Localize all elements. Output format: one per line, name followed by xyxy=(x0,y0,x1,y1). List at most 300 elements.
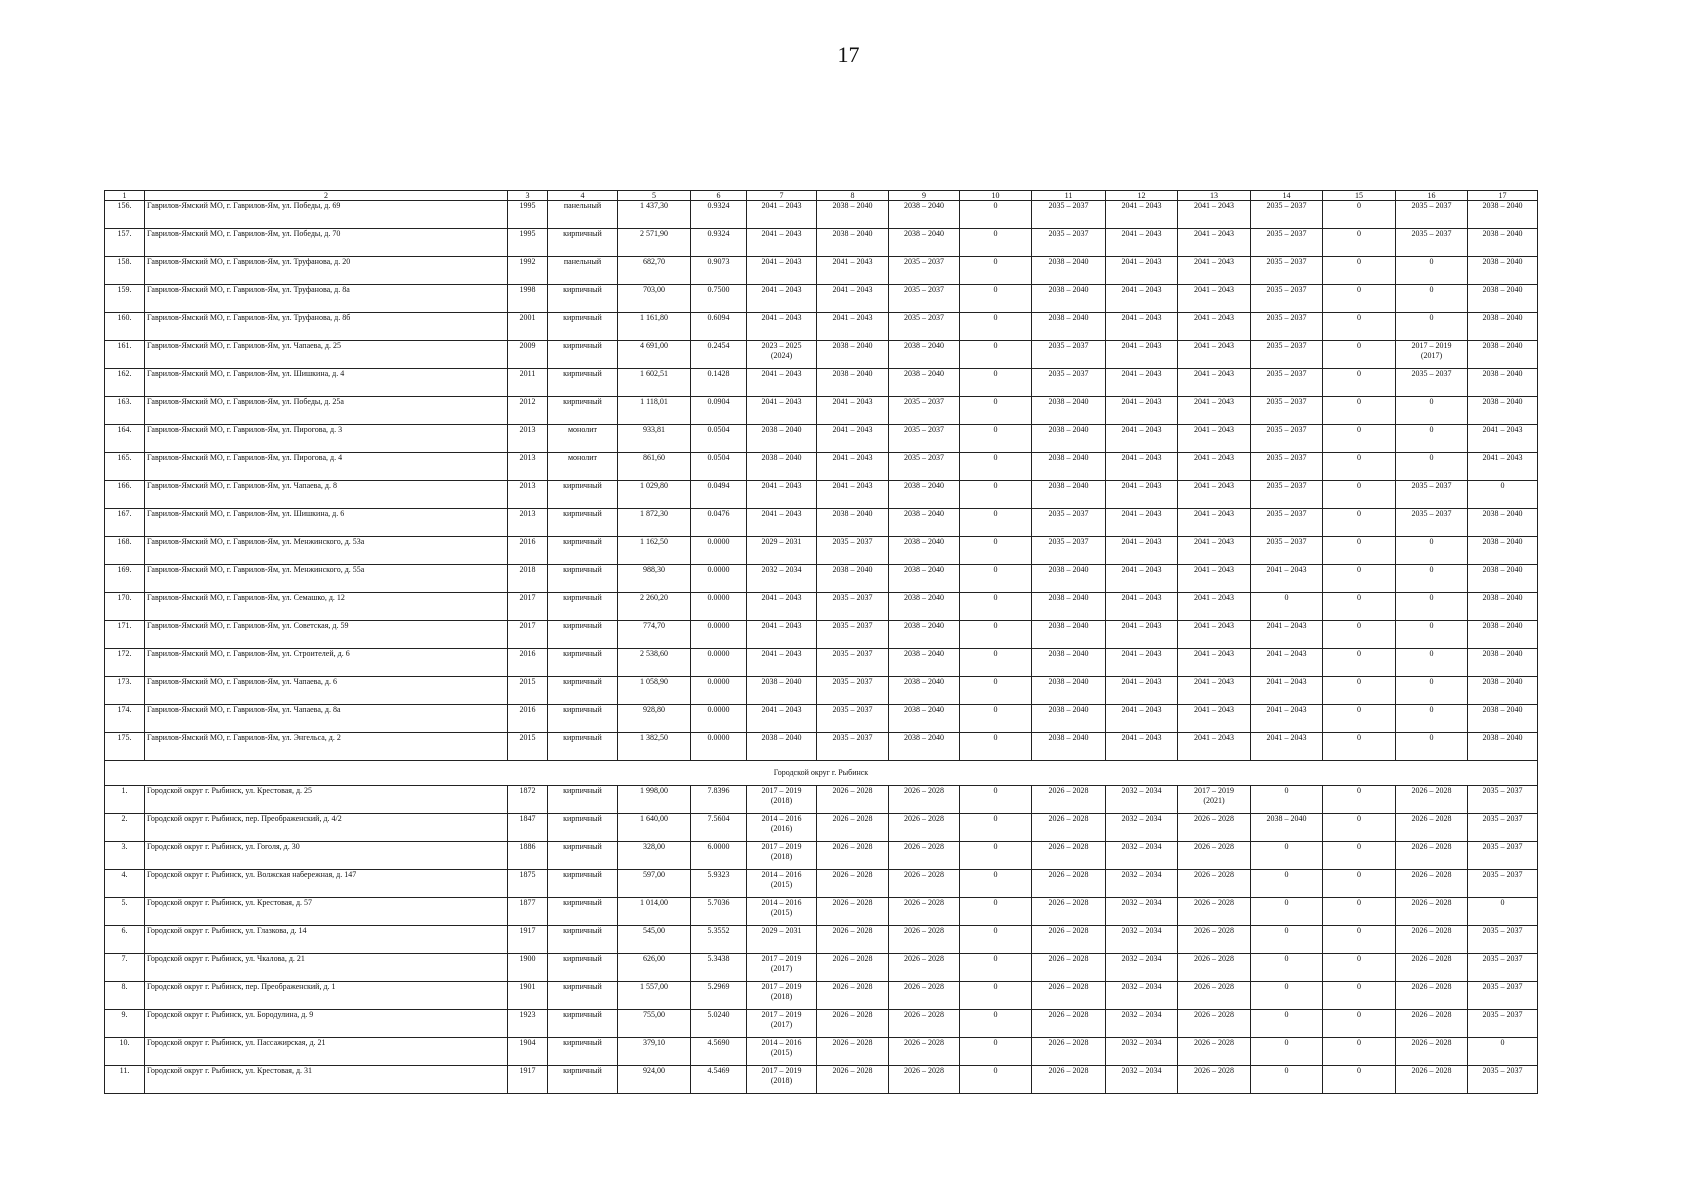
table-cell: 0 xyxy=(1251,1010,1323,1038)
table-cell: 169. xyxy=(105,565,145,593)
table-cell: 0 xyxy=(960,898,1032,926)
table-cell: 0 xyxy=(960,870,1032,898)
table-cell: 165. xyxy=(105,453,145,481)
table-cell: 2041 – 2043 xyxy=(1178,677,1251,705)
table-cell: 2038 – 2040 xyxy=(1468,649,1538,677)
table-cell: 2026 – 2028 xyxy=(1396,1066,1468,1094)
table-cell: 2038 – 2040 xyxy=(889,369,960,397)
table-cell: кирпичный xyxy=(548,593,618,621)
table-cell: 168. xyxy=(105,537,145,565)
table-row xyxy=(105,453,1538,481)
table-cell: 2026 – 2028 xyxy=(817,1066,889,1094)
table-cell: Городской округ г. Рыбинск, ул. Бородулина, д. 9 xyxy=(145,1010,508,1038)
table-cell: 2041 – 2043 xyxy=(747,649,817,677)
table-cell: 0 xyxy=(960,453,1032,481)
table-cell: кирпичный xyxy=(548,842,618,870)
table-cell: 2041 – 2043 xyxy=(747,285,817,313)
table-cell: 2011 xyxy=(508,369,548,397)
table-cell: 2026 – 2028 xyxy=(1032,982,1106,1010)
table-cell: Гаврилов-Ямский МО, г. Гаврилов-Ям, ул. Победы, д. 69 xyxy=(145,201,508,229)
table-cell: 703,00 xyxy=(618,285,691,313)
cell-line: 2023 – 2025 xyxy=(761,341,802,350)
table-cell: 2038 – 2040 xyxy=(817,201,889,229)
cell-line: (2015) xyxy=(770,908,793,917)
table-cell: 0 xyxy=(960,481,1032,509)
table-cell: 2038 – 2040 xyxy=(889,565,960,593)
table-cell: 2035 – 2037 xyxy=(817,733,889,761)
table-cell: кирпичный xyxy=(548,621,618,649)
table-cell: 2032 – 2034 xyxy=(1106,786,1178,814)
table-cell: 2038 – 2040 xyxy=(1032,453,1106,481)
table-cell: 172. xyxy=(105,649,145,677)
table-cell: кирпичный xyxy=(548,954,618,982)
table-cell: 0 xyxy=(1323,453,1396,481)
table-row xyxy=(105,842,1538,870)
table-cell: 2041 – 2043 xyxy=(817,453,889,481)
table-cell: 2041 – 2043 xyxy=(1251,705,1323,733)
table-cell: 2026 – 2028 xyxy=(1032,1010,1106,1038)
table-cell: 0 xyxy=(960,1066,1032,1094)
table-cell: 1 161,80 xyxy=(618,313,691,341)
table-cell: 0 xyxy=(1323,1010,1396,1038)
table-cell: 2038 – 2040 xyxy=(1468,397,1538,425)
table-cell: 2041 – 2043 xyxy=(1106,537,1178,565)
table-cell xyxy=(747,898,817,926)
table-cell: 682,70 xyxy=(618,257,691,285)
table-cell: 2041 – 2043 xyxy=(1178,593,1251,621)
table-cell: 2038 – 2040 xyxy=(889,677,960,705)
table-cell: Гаврилов-Ямский МО, г. Гаврилов-Ям, ул. Семашко, д. 12 xyxy=(145,593,508,621)
table-cell: 1 014,00 xyxy=(618,898,691,926)
table-cell xyxy=(747,954,817,982)
table-cell: 1 640,00 xyxy=(618,814,691,842)
table-cell: 2035 – 2037 xyxy=(1468,954,1538,982)
table-cell: 2038 – 2040 xyxy=(1468,565,1538,593)
table-cell: 2035 – 2037 xyxy=(1396,369,1468,397)
table-cell: 2041 – 2043 xyxy=(1251,565,1323,593)
table-row xyxy=(105,229,1538,257)
column-header: 1 xyxy=(105,191,145,201)
table-cell: 1998 xyxy=(508,285,548,313)
table-cell: 2041 – 2043 xyxy=(1106,733,1178,761)
table-cell: 2016 xyxy=(508,705,548,733)
table-cell: 2041 – 2043 xyxy=(1251,649,1323,677)
table-cell: 2026 – 2028 xyxy=(817,842,889,870)
table-cell: 2038 – 2040 xyxy=(1468,621,1538,649)
section-row xyxy=(105,761,1538,786)
table-cell: 0 xyxy=(960,1010,1032,1038)
table-cell: 2026 – 2028 xyxy=(1178,982,1251,1010)
table-cell: 2026 – 2028 xyxy=(1032,786,1106,814)
table-cell: Городской округ г. Рыбинск, пер. Преображенский, д. 4/2 xyxy=(145,814,508,842)
table-cell: 2035 – 2037 xyxy=(817,537,889,565)
table-cell: 0 xyxy=(1396,313,1468,341)
table-cell: 0 xyxy=(1251,926,1323,954)
table-row xyxy=(105,369,1538,397)
table-cell: 0.7500 xyxy=(691,285,747,313)
table-cell: 2041 – 2043 xyxy=(1178,425,1251,453)
table-cell: кирпичный xyxy=(548,982,618,1010)
table-cell: 545,00 xyxy=(618,926,691,954)
table-cell: кирпичный xyxy=(548,705,618,733)
table-cell: 0 xyxy=(1396,257,1468,285)
table-cell: 2035 – 2037 xyxy=(1251,453,1323,481)
table-cell: 328,00 xyxy=(618,842,691,870)
table-cell: 2038 – 2040 xyxy=(889,201,960,229)
table-cell: 0.0494 xyxy=(691,481,747,509)
table-cell: 2016 xyxy=(508,649,548,677)
table-cell: кирпичный xyxy=(548,397,618,425)
table-row xyxy=(105,425,1538,453)
table-cell: 2035 – 2037 xyxy=(1251,397,1323,425)
table-cell: 2038 – 2040 xyxy=(889,705,960,733)
table-cell: 1904 xyxy=(508,1038,548,1066)
table-cell: 2026 – 2028 xyxy=(817,1010,889,1038)
table-cell xyxy=(1396,341,1468,369)
table-row xyxy=(105,537,1538,565)
table-cell: 2038 – 2040 xyxy=(1032,481,1106,509)
table-cell: 2026 – 2028 xyxy=(889,1010,960,1038)
table-cell: 0 xyxy=(1468,898,1538,926)
table-cell: Городской округ г. Рыбинск, ул. Волжская набережная, д. 147 xyxy=(145,870,508,898)
table-cell: 2038 – 2040 xyxy=(1032,425,1106,453)
table-cell: 0 xyxy=(1323,621,1396,649)
table-cell xyxy=(747,1038,817,1066)
table-cell: 1886 xyxy=(508,842,548,870)
table-cell: 2038 – 2040 xyxy=(1468,341,1538,369)
table-cell: 2026 – 2028 xyxy=(1178,926,1251,954)
table-cell: 2038 – 2040 xyxy=(1468,593,1538,621)
table-cell xyxy=(747,842,817,870)
table-cell: кирпичный xyxy=(548,481,618,509)
table-cell: 2041 – 2043 xyxy=(1106,705,1178,733)
table-row xyxy=(105,870,1538,898)
table-cell: 2038 – 2040 xyxy=(1032,397,1106,425)
table-cell: 156. xyxy=(105,201,145,229)
table-cell: 0 xyxy=(1323,397,1396,425)
table-cell xyxy=(747,1066,817,1094)
table-cell: 2041 – 2043 xyxy=(817,285,889,313)
table-row xyxy=(105,814,1538,842)
table-cell: Гаврилов-Ямский МО, г. Гаврилов-Ям, ул. Пирогова, д. 3 xyxy=(145,425,508,453)
table-cell: 2035 – 2037 xyxy=(1396,481,1468,509)
table-cell: 2038 – 2040 xyxy=(1468,285,1538,313)
table-cell: 0.0000 xyxy=(691,565,747,593)
table-cell: 2038 – 2040 xyxy=(1468,201,1538,229)
table-cell: 2041 – 2043 xyxy=(1178,229,1251,257)
column-header: 6 xyxy=(691,191,747,201)
table-cell: 1872 xyxy=(508,786,548,814)
table-cell: 0 xyxy=(960,229,1032,257)
table-cell: 2026 – 2028 xyxy=(1396,926,1468,954)
table-cell: 2026 – 2028 xyxy=(889,954,960,982)
table-cell: 2032 – 2034 xyxy=(1106,954,1178,982)
table-cell: 2035 – 2037 xyxy=(1251,425,1323,453)
table-cell: 1 162,50 xyxy=(618,537,691,565)
table-cell: 924,00 xyxy=(618,1066,691,1094)
table-row xyxy=(105,982,1538,1010)
table-cell: 2041 – 2043 xyxy=(1106,649,1178,677)
table-cell: 2026 – 2028 xyxy=(1032,870,1106,898)
table-cell: 626,00 xyxy=(618,954,691,982)
table-cell: 2026 – 2028 xyxy=(817,926,889,954)
table-cell: 2029 – 2031 xyxy=(747,926,817,954)
table-cell: 2035 – 2037 xyxy=(1251,341,1323,369)
table-cell: 2041 – 2043 xyxy=(817,397,889,425)
table-cell: 2041 – 2043 xyxy=(817,425,889,453)
table-cell: 2032 – 2034 xyxy=(747,565,817,593)
table-cell: 2038 – 2040 xyxy=(1032,593,1106,621)
table-cell: 0.0000 xyxy=(691,705,747,733)
table-cell: 2 260,20 xyxy=(618,593,691,621)
table-cell: панельный xyxy=(548,257,618,285)
cell-line: 2014 – 2016 xyxy=(761,1038,802,1047)
table-cell: 988,30 xyxy=(618,565,691,593)
table-cell: 2032 – 2034 xyxy=(1106,1010,1178,1038)
table-cell: 2038 – 2040 xyxy=(817,565,889,593)
column-header: 5 xyxy=(618,191,691,201)
table-cell: 1 872,30 xyxy=(618,509,691,537)
column-header: 11 xyxy=(1032,191,1106,201)
table-cell: 7. xyxy=(105,954,145,982)
table-cell: 2041 – 2043 xyxy=(747,369,817,397)
table-cell: 1992 xyxy=(508,257,548,285)
table-cell: 2035 – 2037 xyxy=(1251,369,1323,397)
table-cell: 2041 – 2043 xyxy=(747,229,817,257)
table-cell: 2038 – 2040 xyxy=(747,425,817,453)
table-cell: 2041 – 2043 xyxy=(1106,257,1178,285)
table-cell: кирпичный xyxy=(548,814,618,842)
table-cell: Гаврилов-Ямский МО, г. Гаврилов-Ям, ул. Чапаева, д. 25 xyxy=(145,341,508,369)
table-cell: 0 xyxy=(960,786,1032,814)
table-cell: 0 xyxy=(1396,677,1468,705)
table-cell: монолит xyxy=(548,453,618,481)
table-cell: 0 xyxy=(960,593,1032,621)
table-cell: 2041 – 2043 xyxy=(1251,621,1323,649)
table-cell: 2026 – 2028 xyxy=(1396,982,1468,1010)
table-cell: 0 xyxy=(1323,285,1396,313)
table-cell: 928,80 xyxy=(618,705,691,733)
table-cell: 2026 – 2028 xyxy=(889,870,960,898)
table-cell: 2038 – 2040 xyxy=(889,649,960,677)
table-cell: 1 998,00 xyxy=(618,786,691,814)
table-cell: 10. xyxy=(105,1038,145,1066)
table-cell: монолит xyxy=(548,425,618,453)
table-cell: 2026 – 2028 xyxy=(1178,814,1251,842)
table-cell: 2038 – 2040 xyxy=(1251,814,1323,842)
table-cell: 2026 – 2028 xyxy=(1178,898,1251,926)
table-cell: Городской округ г. Рыбинск, ул. Крестовая, д. 57 xyxy=(145,898,508,926)
table-cell: кирпичный xyxy=(548,1066,618,1094)
cell-line: 2017 – 2019 xyxy=(761,786,802,795)
table-cell: 2035 – 2037 xyxy=(1251,313,1323,341)
table-cell: 2035 – 2037 xyxy=(1468,926,1538,954)
table-cell: 0 xyxy=(960,842,1032,870)
cell-line: (2021) xyxy=(1203,796,1225,805)
table-cell: 1 437,30 xyxy=(618,201,691,229)
table-cell: 0 xyxy=(1323,1038,1396,1066)
column-header: 13 xyxy=(1178,191,1251,201)
table-cell: 2032 – 2034 xyxy=(1106,870,1178,898)
table-cell: Гаврилов-Ямский МО, г. Гаврилов-Ям, ул. Шишкина, д. 6 xyxy=(145,509,508,537)
table-cell: 2041 – 2043 xyxy=(747,621,817,649)
table-cell: 2038 – 2040 xyxy=(1032,285,1106,313)
table-cell: 2026 – 2028 xyxy=(1396,814,1468,842)
table-row xyxy=(105,313,1538,341)
table-cell: 0 xyxy=(1323,565,1396,593)
table-cell: 2038 – 2040 xyxy=(889,537,960,565)
table-cell: 0 xyxy=(960,677,1032,705)
table-cell: Городской округ г. Рыбинск, ул. Крестовая, д. 25 xyxy=(145,786,508,814)
table-cell: 2026 – 2028 xyxy=(1396,870,1468,898)
cell-line: 2017 – 2019 xyxy=(1194,786,1234,795)
table-cell: 2038 – 2040 xyxy=(889,509,960,537)
table-cell: 1917 xyxy=(508,1066,548,1094)
table-cell: 2035 – 2037 xyxy=(1251,201,1323,229)
table-cell: 2038 – 2040 xyxy=(1468,677,1538,705)
table-cell: 2032 – 2034 xyxy=(1106,814,1178,842)
table-cell: 2035 – 2037 xyxy=(1032,201,1106,229)
table-cell: 173. xyxy=(105,677,145,705)
table-row xyxy=(105,1038,1538,1066)
table-cell: 0 xyxy=(960,733,1032,761)
table-cell: Гаврилов-Ямский МО, г. Гаврилов-Ям, ул. Энгельса, д. 2 xyxy=(145,733,508,761)
table-cell: 2015 xyxy=(508,677,548,705)
table-cell: 2018 xyxy=(508,565,548,593)
table-cell: 0 xyxy=(960,954,1032,982)
table-cell: 1 058,90 xyxy=(618,677,691,705)
table-cell: 2038 – 2040 xyxy=(1468,705,1538,733)
table-cell: 7.8396 xyxy=(691,786,747,814)
table-row xyxy=(105,649,1538,677)
table-cell: 2017 xyxy=(508,621,548,649)
table-cell: Гаврилов-Ямский МО, г. Гаврилов-Ям, ул. Чапаева, д. 8а xyxy=(145,705,508,733)
table-cell: 0 xyxy=(1323,786,1396,814)
table-cell: Городской округ г. Рыбинск, ул. Глазкова, д. 14 xyxy=(145,926,508,954)
table-cell: 0.0000 xyxy=(691,593,747,621)
table-cell: 2041 – 2043 xyxy=(747,257,817,285)
table-cell: 2038 – 2040 xyxy=(817,369,889,397)
column-number-header xyxy=(105,191,1538,201)
cell-line: 2017 – 2019 xyxy=(761,1010,802,1019)
table-cell: 4.5690 xyxy=(691,1038,747,1066)
column-header: 4 xyxy=(548,191,618,201)
table-cell: 0 xyxy=(1323,898,1396,926)
table-cell: 2041 – 2043 xyxy=(1106,369,1178,397)
table-cell: 7.5604 xyxy=(691,814,747,842)
table-cell: 0 xyxy=(960,537,1032,565)
table-cell: 2041 – 2043 xyxy=(1106,341,1178,369)
table-cell: 1 602,51 xyxy=(618,369,691,397)
table-cell: 2026 – 2028 xyxy=(1396,1010,1468,1038)
table-cell: Гаврилов-Ямский МО, г. Гаврилов-Ям, ул. Победы, д. 25а xyxy=(145,397,508,425)
table-cell: 4. xyxy=(105,870,145,898)
table-cell: 2035 – 2037 xyxy=(1032,229,1106,257)
table-cell: 2041 – 2043 xyxy=(1178,733,1251,761)
table-cell: 0 xyxy=(1396,565,1468,593)
table-cell: 2016 xyxy=(508,537,548,565)
table-cell: 0 xyxy=(1251,786,1323,814)
column-header: 12 xyxy=(1106,191,1178,201)
cell-line: (2015) xyxy=(770,1048,793,1057)
table-cell xyxy=(747,982,817,1010)
table-cell: 2035 – 2037 xyxy=(1251,229,1323,257)
table-cell: 0 xyxy=(1323,313,1396,341)
table-cell: 2038 – 2040 xyxy=(1468,733,1538,761)
table-cell: 1917 xyxy=(508,926,548,954)
table-cell: 2041 – 2043 xyxy=(1106,229,1178,257)
register-table-container xyxy=(104,190,1538,1094)
table-cell: 0 xyxy=(960,509,1032,537)
table-cell: 933,81 xyxy=(618,425,691,453)
table-cell: 0 xyxy=(1251,954,1323,982)
table-cell: 0 xyxy=(960,425,1032,453)
table-cell: 0 xyxy=(1396,593,1468,621)
cell-line: (2018) xyxy=(770,992,793,1001)
table-cell: 0 xyxy=(1323,954,1396,982)
table-cell: 5.0240 xyxy=(691,1010,747,1038)
table-cell: 2041 – 2043 xyxy=(817,313,889,341)
table-cell: 2038 – 2040 xyxy=(817,229,889,257)
table-cell: 2038 – 2040 xyxy=(889,593,960,621)
table-cell: 2026 – 2028 xyxy=(1178,1010,1251,1038)
table-cell: 2041 – 2043 xyxy=(1106,285,1178,313)
cell-line: (2017) xyxy=(1420,351,1443,360)
table-cell: 379,10 xyxy=(618,1038,691,1066)
table-cell: 5.3438 xyxy=(691,954,747,982)
table-cell: 2041 – 2043 xyxy=(747,397,817,425)
table-cell: 2038 – 2040 xyxy=(1032,649,1106,677)
table-cell: 0 xyxy=(1323,201,1396,229)
table-cell: панельный xyxy=(548,201,618,229)
table-cell: 2035 – 2037 xyxy=(1468,1010,1538,1038)
table-cell: 2013 xyxy=(508,481,548,509)
table-cell: 166. xyxy=(105,481,145,509)
table-cell: 2032 – 2034 xyxy=(1106,982,1178,1010)
table-cell: 0 xyxy=(1251,842,1323,870)
table-cell: 2035 – 2037 xyxy=(1468,814,1538,842)
table-row xyxy=(105,954,1538,982)
column-header: 2 xyxy=(145,191,508,201)
table-cell: 0 xyxy=(960,201,1032,229)
table-cell: 0 xyxy=(1323,870,1396,898)
table-cell: 2026 – 2028 xyxy=(1396,898,1468,926)
table-cell: Гаврилов-Ямский МО, г. Гаврилов-Ям, ул. Менжинского, д. 55а xyxy=(145,565,508,593)
table-cell: 755,00 xyxy=(618,1010,691,1038)
table-cell: 2041 – 2043 xyxy=(1251,677,1323,705)
table-cell: 2041 – 2043 xyxy=(1106,313,1178,341)
table-cell: 2026 – 2028 xyxy=(817,954,889,982)
table-cell: 0.0904 xyxy=(691,397,747,425)
table-cell: 2032 – 2034 xyxy=(1106,898,1178,926)
table-cell: Гаврилов-Ямский МО, г. Гаврилов-Ям, ул. Победы, д. 70 xyxy=(145,229,508,257)
table-cell: Городской округ г. Рыбинск, ул. Крестовая, д. 31 xyxy=(145,1066,508,1094)
table-row xyxy=(105,1010,1538,1038)
cell-line: (2017) xyxy=(770,1020,793,1029)
table-cell: 6. xyxy=(105,926,145,954)
table-cell: 0 xyxy=(960,397,1032,425)
table-cell: 0 xyxy=(1323,257,1396,285)
table-cell: 2041 – 2043 xyxy=(747,509,817,537)
table-cell: 2026 – 2028 xyxy=(1032,1038,1106,1066)
cell-line: (2017) xyxy=(770,964,793,973)
table-cell: 0 xyxy=(1323,649,1396,677)
table-cell: 0 xyxy=(1323,229,1396,257)
table-cell: Гаврилов-Ямский МО, г. Гаврилов-Ям, ул. Советская, д. 59 xyxy=(145,621,508,649)
table-cell: 2035 – 2037 xyxy=(1251,537,1323,565)
table-cell: кирпичный xyxy=(548,369,618,397)
table-cell: 0 xyxy=(1396,453,1468,481)
